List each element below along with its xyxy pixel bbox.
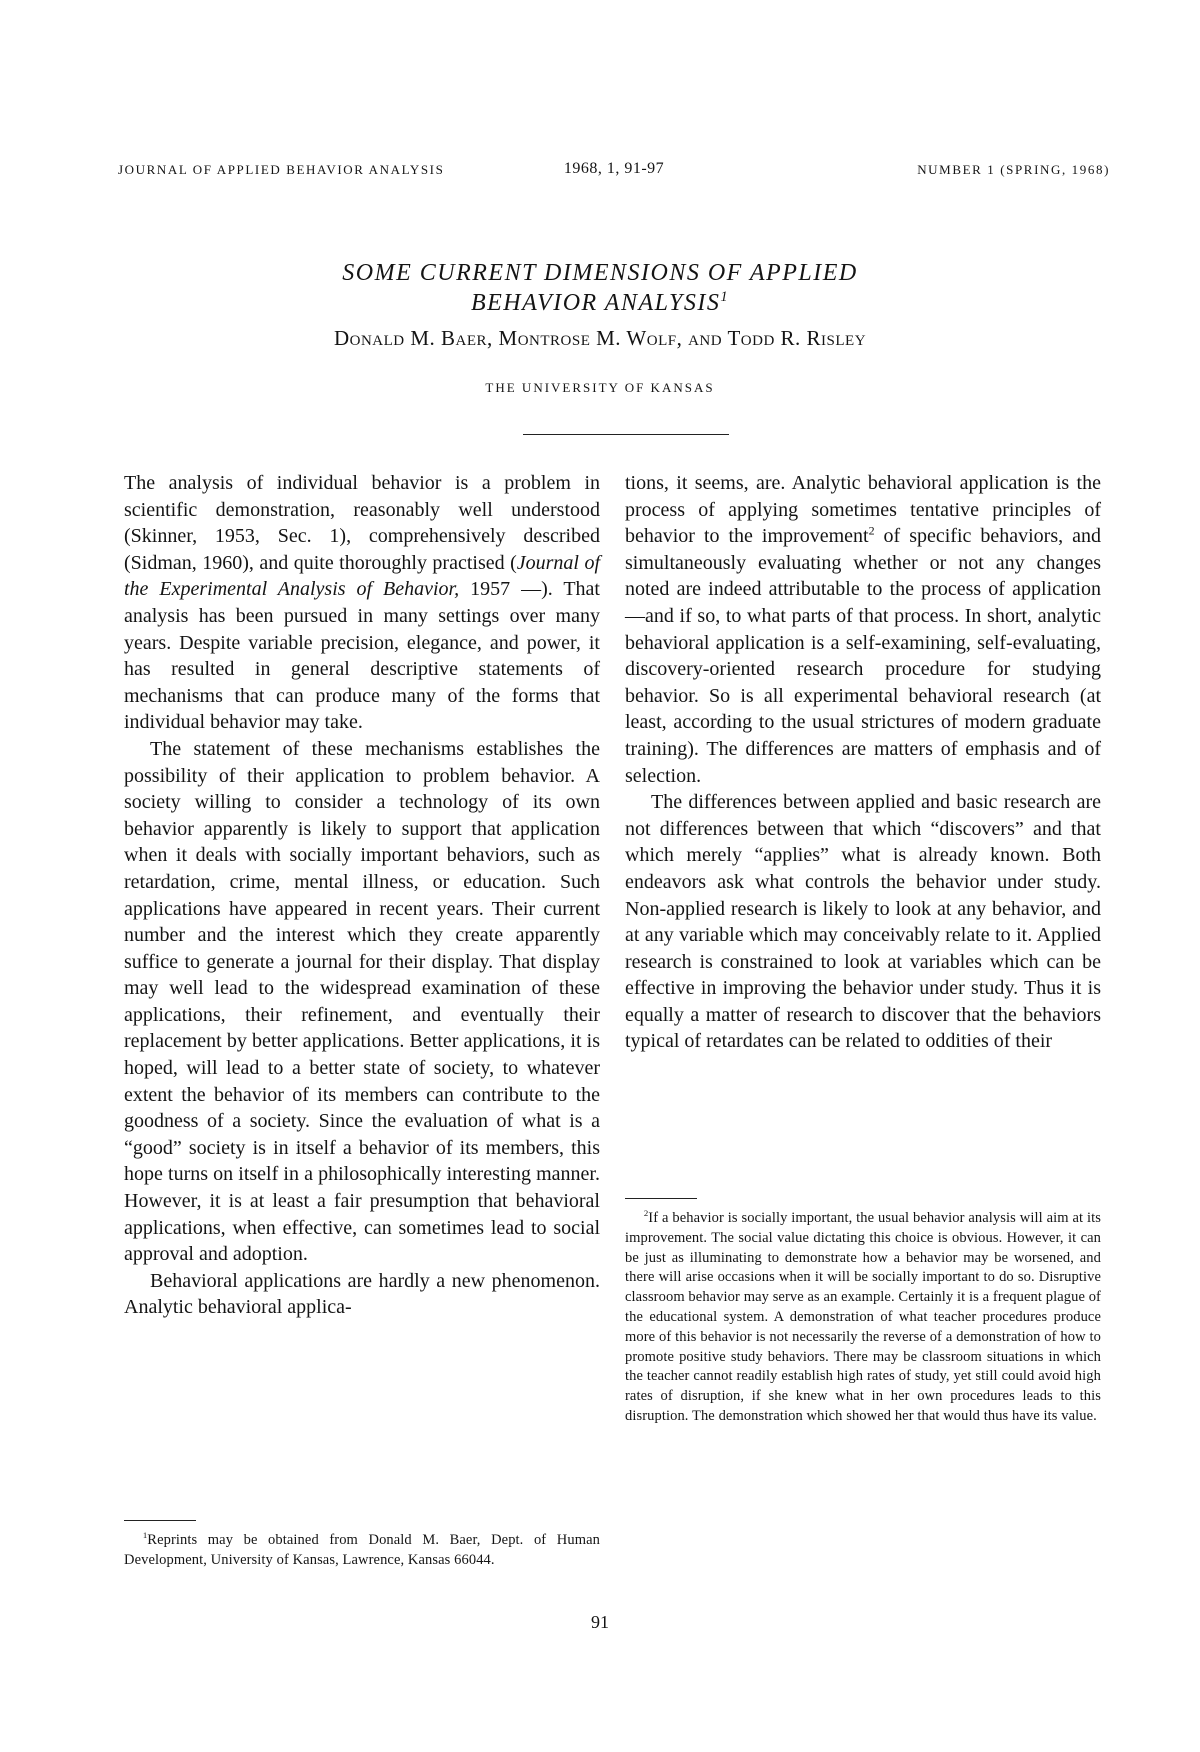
footnote-1-mark: 1: [142, 1530, 148, 1541]
title-footnote-ref: 1: [720, 289, 730, 305]
right-p1-text-a: tions, it seems, are. Analytic behavioral application is the process of applying sometimes tentative principles of behavior to the improvement: [625, 472, 1101, 548]
right-column: [625, 470, 1101, 1055]
journal-citation-italic: Journal of the Experimental Analysis of Behavior,: [124, 551, 600, 601]
title-line-2-text: BEHAVIOR ANALYSIS: [470, 290, 721, 316]
footnote-rule: [625, 1198, 697, 1199]
issue-number: NUMBER 1 (SPRING, 1968): [917, 162, 1110, 177]
left-p1-text-b: 1957 —). That analysis has been pursued in many settings over many years. Despite variable precision, elegance, and power, it has resulted in general descriptive statements of mechanisms that can produce many of the forms that individual behavior may take.: [124, 578, 600, 734]
footnote-2-ref: 2: [868, 523, 875, 538]
author-list: Donald M. Baer, Montrose M. Wolf, and Todd R. Risley: [333, 326, 867, 350]
citation: 1968, 1, 91-97: [563, 160, 665, 177]
left-column: [124, 470, 600, 1321]
footnote-1: [124, 1531, 600, 1571]
journal-name: JOURNAL OF APPLIED BEHAVIOR ANALYSIS: [118, 162, 445, 177]
left-footnote-block: [124, 1520, 600, 1571]
right-paragraph-2: The differences between applied and basic research are not differences between that which “discovers” and that which merely “applies” what is already known. Both endeavors ask what controls the behavior under study. Non-applied research is likely to look at any behavior, and at any variable which may conceivably relate to it. Applied research is constrained to look at variables which can be effective in improving the behavior under study. Thus it is equally a matter of research to discover that the behaviors typical of retardates can be related to oddities of their: [625, 791, 1101, 1053]
right-footnote-block: [625, 1198, 1101, 1427]
title-line-2: [0, 288, 1200, 318]
footnote-2: [625, 1209, 1101, 1427]
left-paragraph-1: [124, 470, 600, 736]
title-divider: [523, 434, 729, 435]
page-number: 91: [591, 1612, 609, 1632]
footnote-rule: [124, 1520, 196, 1521]
left-paragraph-3: Behavioral applications are hardly a new phenomenon. Analytic behavioral applica-: [124, 1269, 600, 1319]
left-paragraph-2: The statement of these mechanisms establishes the possibility of their application to problem behavior. A society willing to consider a technology of its own behavior apparently is likely to support that application when it deals with socially important behaviors, such as retardation, crime, mental illness, or education. Such applications have appeared in recent years. Their current number and the interest which they create apparently suffice to generate a journal for their display. That display may well lead to the widespread examination of these applications, their refinement, and eventually their replacement by better applications. Better applications, it is hoped, will lead to a better state of society, to whatever extent the behavior of its members can contribute to the goodness of a society. Since the evaluation of what is a “good” society is in itself a behavior of its members, this hope turns on itself in a philosophically interesting manner. However, it is at least a fair presumption that behavioral applications, when effective, can sometimes lead to social approval and adoption.: [124, 737, 600, 1266]
right-p1-text-b: of specific behaviors, and simultaneously evaluating whether or not any changes noted are indeed attributable to the process of application—and if so, to what parts of that process. In short, analytic behavioral application is a self-examining, self-evaluating, discovery-oriented research procedure for studying behavior. So is all experimental behavioral research (at least, according to the usual strictures of modern graduate training). The differences are matters of emphasis and of selection.: [625, 525, 1101, 787]
left-p1-text-a: The analysis of individual behavior is a problem in scientific demonstration, reasonably well understood (Skinner, 1953, Sec. 1), comprehensively described (Sidman, 1960), and quite thoroughly practised (: [124, 472, 600, 574]
footnote-2-mark: 2: [643, 1208, 649, 1219]
affiliation: THE UNIVERSITY OF KANSAS: [485, 380, 715, 395]
title-line-1: SOME CURRENT DIMENSIONS OF APPLIED: [342, 260, 858, 286]
article-title: [0, 258, 1200, 318]
right-paragraph-1: [625, 470, 1101, 789]
footnote-2-text: If a behavior is socially important, the usual behavior analysis will aim at its improvement. The social value dictating this choice is obvious. However, it can be just as illuminating to demonstrate how a behavior may be worsened, and there will arise occasions when it will be socially important to do so. Disruptive classroom behavior may serve as an example. Certainly it is a frequent plague of the educational system. A demonstration of what teacher procedures produce more of this behavior is not necessarily the reverse of a demonstration of how to promote positive study behaviors. There may be classroom situations in which the teacher cannot readily establish high rates of study, yet still could avoid high rates of disruption, if she knew what in her own procedures leads to this disruption. The demonstration which showed her that would thus have its value.: [625, 1210, 1101, 1424]
footnote-1-text: Reprints may be obtained from Donald M. Baer, Dept. of Human Development, University of Kansas, Lawrence, Kansas 66044.: [124, 1532, 600, 1568]
